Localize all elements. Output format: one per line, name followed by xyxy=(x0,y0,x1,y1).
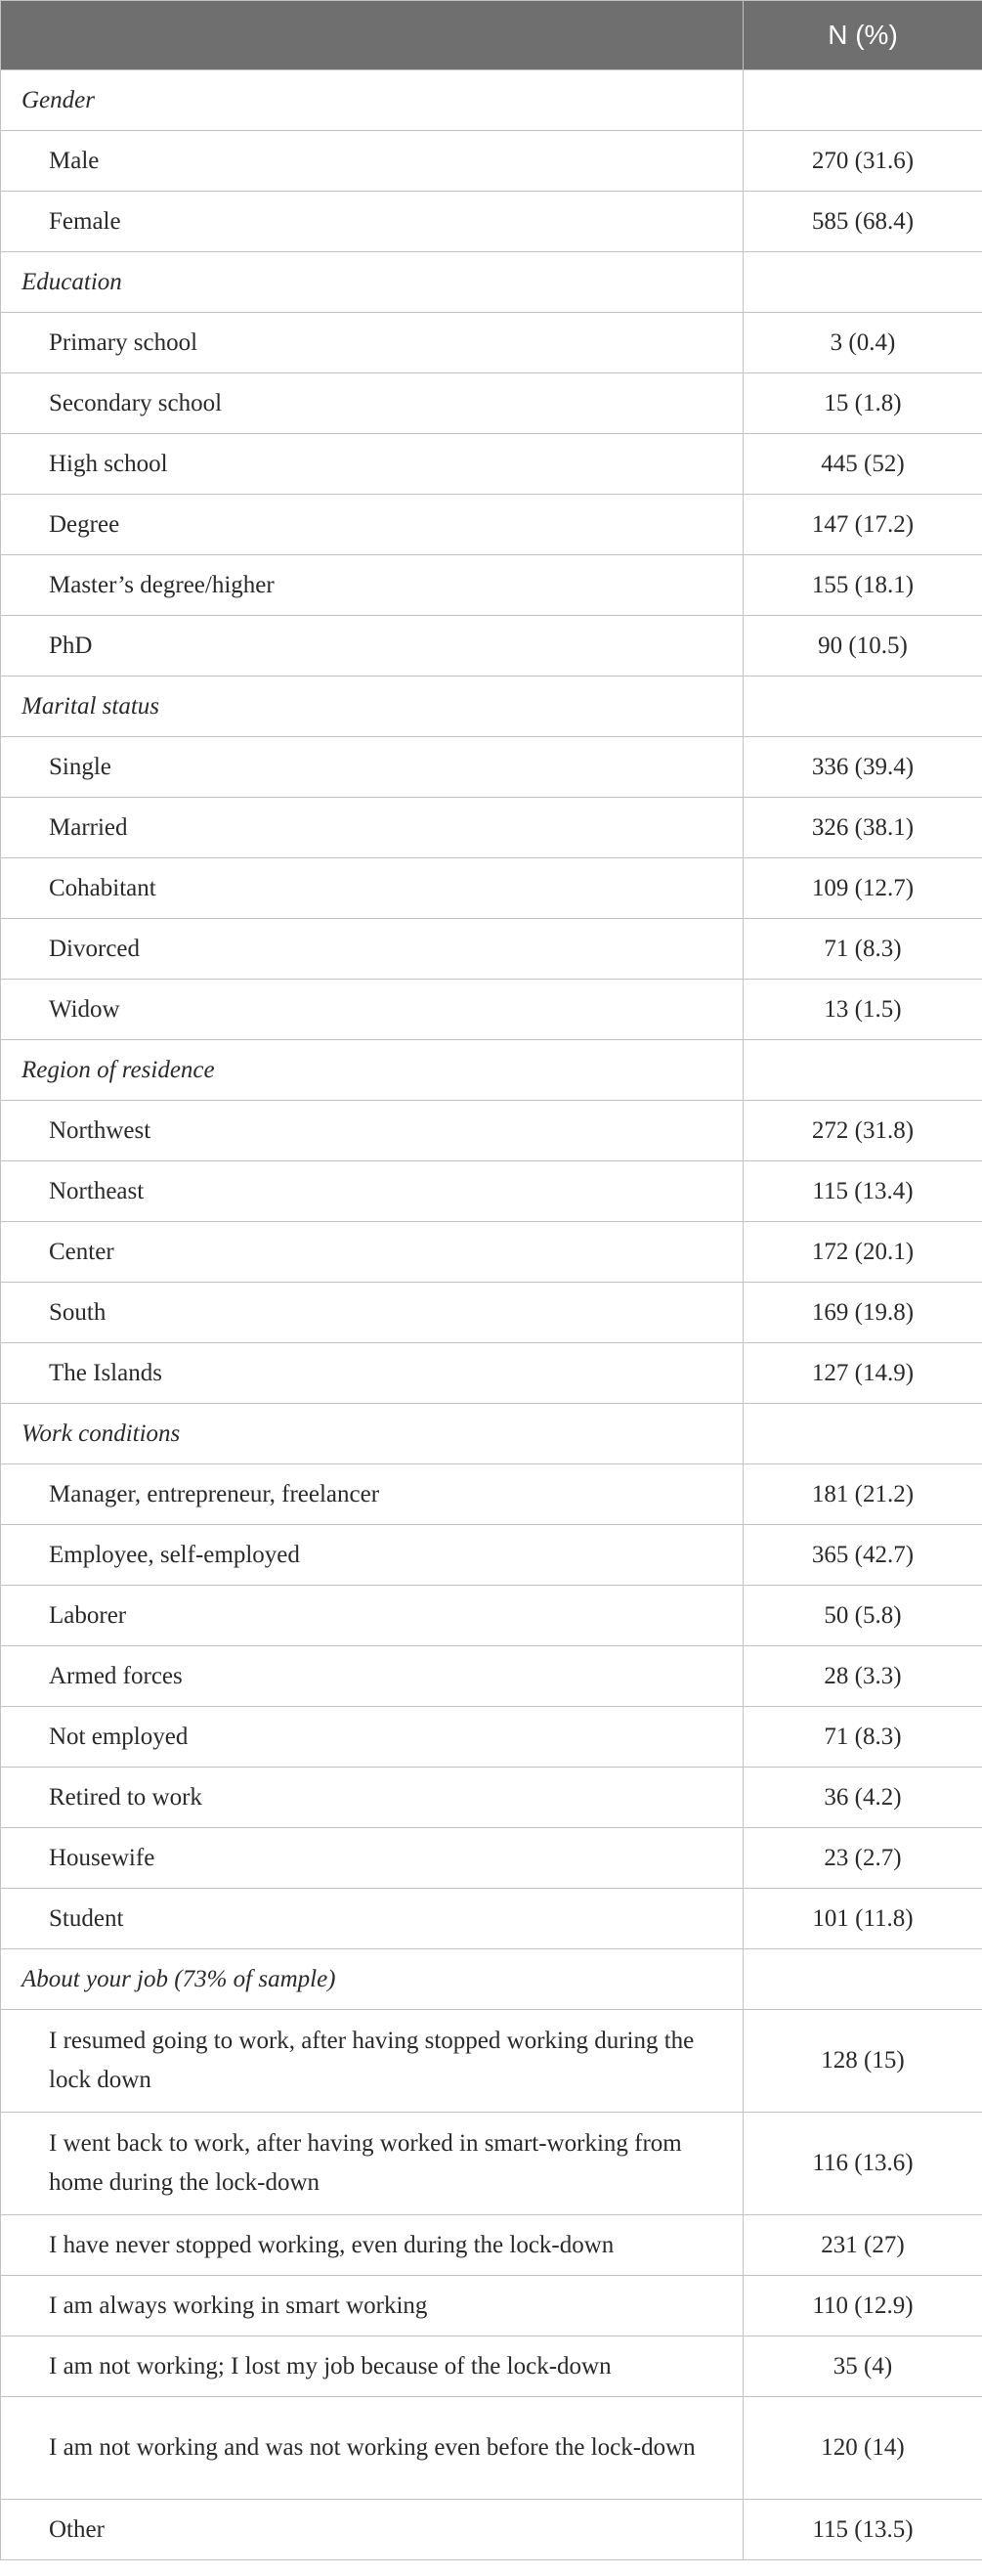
table-row xyxy=(1,1161,982,1222)
table-row xyxy=(1,1828,982,1889)
table-row xyxy=(1,2010,982,2113)
row-label: I went back to work, after having worked in smart-working from home during the lock-down xyxy=(1,2113,744,2215)
row-label: I am not working; I lost my job because of the lock-down xyxy=(1,2336,744,2397)
table-row xyxy=(1,616,982,677)
table-row xyxy=(1,373,982,434)
row-label: Center xyxy=(1,1222,744,1283)
row-value: 365 (42.7) xyxy=(744,1525,982,1586)
header-label-column xyxy=(1,1,744,70)
row-label: Master’s degree/higher xyxy=(1,555,744,616)
row-value: 13 (1.5) xyxy=(744,980,982,1040)
table-row xyxy=(1,2500,982,2560)
row-label: Male xyxy=(1,131,744,192)
table-row xyxy=(1,495,982,555)
category-row xyxy=(1,677,982,737)
row-value: 15 (1.8) xyxy=(744,373,982,434)
row-label: I am not working and was not working even before the lock-down xyxy=(1,2397,744,2500)
row-value: 585 (68.4) xyxy=(744,192,982,252)
category-row xyxy=(1,1040,982,1101)
table-row xyxy=(1,737,982,798)
row-value: 3 (0.4) xyxy=(744,313,982,373)
row-value xyxy=(744,70,982,131)
row-label: Other xyxy=(1,2500,744,2560)
row-value: 101 (11.8) xyxy=(744,1889,982,1949)
table-row xyxy=(1,1525,982,1586)
row-label: The Islands xyxy=(1,1343,744,1404)
row-label: Not employed xyxy=(1,1707,744,1768)
row-label: Cohabitant xyxy=(1,858,744,919)
row-value: 270 (31.6) xyxy=(744,131,982,192)
row-value: 35 (4) xyxy=(744,2336,982,2397)
table-row xyxy=(1,1101,982,1161)
row-value: 71 (8.3) xyxy=(744,919,982,980)
row-value: 147 (17.2) xyxy=(744,495,982,555)
table-row xyxy=(1,313,982,373)
row-value: 115 (13.4) xyxy=(744,1161,982,1222)
table-row xyxy=(1,1646,982,1707)
row-value: 115 (13.5) xyxy=(744,2500,982,2560)
row-label: Employee, self-employed xyxy=(1,1525,744,1586)
table-row xyxy=(1,131,982,192)
table-row xyxy=(1,1889,982,1949)
row-value: 50 (5.8) xyxy=(744,1586,982,1646)
table-header-row xyxy=(1,1,982,70)
table-row xyxy=(1,2397,982,2500)
category-row xyxy=(1,70,982,131)
row-label: Housewife xyxy=(1,1828,744,1889)
row-value: 128 (15) xyxy=(744,2010,982,2113)
table-row xyxy=(1,1768,982,1828)
row-value xyxy=(744,1040,982,1101)
row-label: Female xyxy=(1,192,744,252)
category-label: Region of residence xyxy=(1,1040,744,1101)
row-label: South xyxy=(1,1283,744,1343)
row-label: Widow xyxy=(1,980,744,1040)
row-value: 90 (10.5) xyxy=(744,616,982,677)
row-value: 110 (12.9) xyxy=(744,2276,982,2336)
row-label: Secondary school xyxy=(1,373,744,434)
row-label: Armed forces xyxy=(1,1646,744,1707)
row-value: 272 (31.8) xyxy=(744,1101,982,1161)
row-value: 23 (2.7) xyxy=(744,1828,982,1889)
category-row xyxy=(1,1404,982,1464)
row-value: 172 (20.1) xyxy=(744,1222,982,1283)
row-value: 336 (39.4) xyxy=(744,737,982,798)
category-row xyxy=(1,1949,982,2010)
row-label: Northwest xyxy=(1,1101,744,1161)
table-row xyxy=(1,2336,982,2397)
table-row xyxy=(1,1586,982,1646)
table-row xyxy=(1,2215,982,2276)
row-label: PhD xyxy=(1,616,744,677)
row-value: 326 (38.1) xyxy=(744,798,982,858)
table-row xyxy=(1,980,982,1040)
row-label: Laborer xyxy=(1,1586,744,1646)
table-row xyxy=(1,1222,982,1283)
row-value: 445 (52) xyxy=(744,434,982,495)
row-value: 181 (21.2) xyxy=(744,1464,982,1525)
category-label: Work conditions xyxy=(1,1404,744,1464)
row-label: Single xyxy=(1,737,744,798)
table-row xyxy=(1,1464,982,1525)
table-row xyxy=(1,798,982,858)
category-label: Gender xyxy=(1,70,744,131)
table-row xyxy=(1,1343,982,1404)
row-label: Primary school xyxy=(1,313,744,373)
category-label: Education xyxy=(1,252,744,313)
table-row xyxy=(1,1283,982,1343)
row-label: Manager, entrepreneur, freelancer xyxy=(1,1464,744,1525)
header-value-column: N (%) xyxy=(744,1,982,70)
row-label: Student xyxy=(1,1889,744,1949)
table-row xyxy=(1,2113,982,2215)
row-value: 28 (3.3) xyxy=(744,1646,982,1707)
table-row xyxy=(1,1707,982,1768)
row-value: 36 (4.2) xyxy=(744,1768,982,1828)
row-label: Retired to work xyxy=(1,1768,744,1828)
row-value xyxy=(744,1949,982,2010)
row-value: 231 (27) xyxy=(744,2215,982,2276)
row-label: High school xyxy=(1,434,744,495)
table-row xyxy=(1,555,982,616)
table-row xyxy=(1,858,982,919)
table-row xyxy=(1,919,982,980)
category-label: Marital status xyxy=(1,677,744,737)
row-label: I am always working in smart working xyxy=(1,2276,744,2336)
row-value: 120 (14) xyxy=(744,2397,982,2500)
row-value: 116 (13.6) xyxy=(744,2113,982,2215)
row-value xyxy=(744,252,982,313)
row-label: Married xyxy=(1,798,744,858)
category-row xyxy=(1,252,982,313)
row-label: Degree xyxy=(1,495,744,555)
row-value: 109 (12.7) xyxy=(744,858,982,919)
row-value xyxy=(744,677,982,737)
row-value: 155 (18.1) xyxy=(744,555,982,616)
table-body xyxy=(1,70,982,2560)
row-label: Divorced xyxy=(1,919,744,980)
row-value xyxy=(744,1404,982,1464)
table-row xyxy=(1,2276,982,2336)
row-value: 71 (8.3) xyxy=(744,1707,982,1768)
row-label: I resumed going to work, after having stopped working during the lock down xyxy=(1,2010,744,2113)
row-value: 127 (14.9) xyxy=(744,1343,982,1404)
row-value: 169 (19.8) xyxy=(744,1283,982,1343)
row-label: Northeast xyxy=(1,1161,744,1222)
table-row xyxy=(1,434,982,495)
row-label: I have never stopped working, even during the lock-down xyxy=(1,2215,744,2276)
table-row xyxy=(1,192,982,252)
category-label: About your job (73% of sample) xyxy=(1,1949,744,2010)
